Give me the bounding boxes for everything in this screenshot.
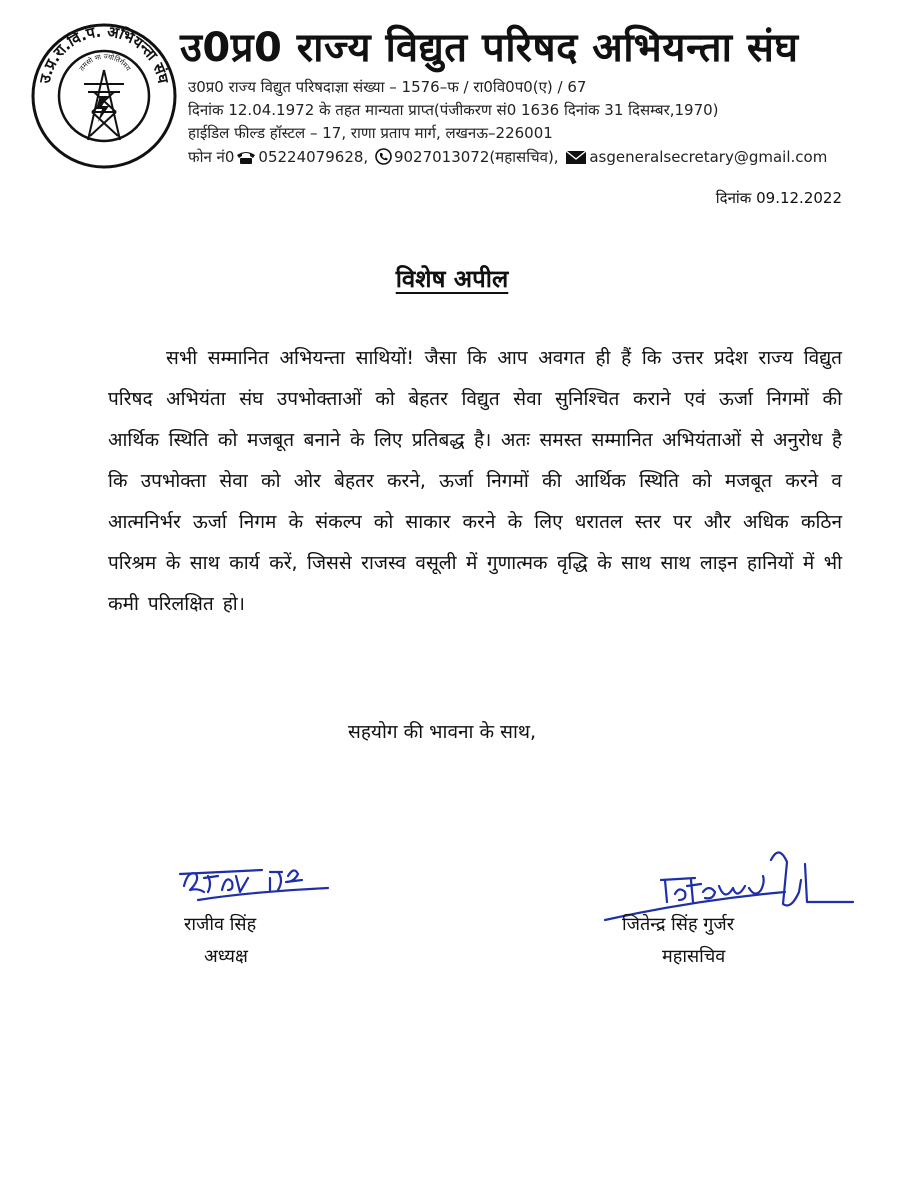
telephone-icon	[236, 150, 256, 165]
letter-date	[716, 188, 842, 208]
president-signature	[178, 856, 338, 906]
heading-text: विशेष अपील	[395, 265, 509, 293]
svg-text:उ.प्र.रा.वि.प. अभियन्ता संघ: उ.प्र.रा.वि.प. अभियन्ता संघ	[35, 22, 173, 85]
president-name: राजीव सिंह	[184, 914, 257, 935]
general-secretary-name: जितेन्द्र सिंह गुर्जर	[622, 914, 735, 935]
union-seal-logo	[30, 22, 178, 170]
office-address: हाईडिल फील्ड हॉस्टल – 17, राणा प्रताप मार्ग, लखनऊ–226001	[188, 124, 553, 142]
mobile-number[interactable]: 9027013072(महासचिव),	[393, 148, 559, 166]
email-address[interactable]: asgeneralsecretary@gmail.com	[589, 148, 828, 166]
phone-number[interactable]: 05224079628,	[258, 148, 369, 166]
contact-line	[188, 146, 888, 168]
organization-name: उ0प्र0 राज्य विद्युत परिषद अभियन्ता संघ	[180, 25, 799, 71]
letter-heading	[0, 262, 904, 295]
svg-text:तमसो मा ज्योतिर्गमय: तमसो मा ज्योतिर्गमय	[77, 52, 133, 73]
closing-line: सहयोग की भावना के साथ,	[348, 721, 537, 743]
recognition-registration: दिनांक 12.04.1972 के तहत मान्यता प्राप्त(पंजीकरण सं0 1636 दिनांक 31 दिसम्बर,1970)	[188, 101, 719, 119]
general-secretary-designation: महासचिव	[662, 946, 726, 967]
appeal-body: सभी सम्मानित अभियन्ता साथियों! जैसा कि आप अवगत ही हैं कि उत्तर प्रदेश राज्य विद्युत परिषद अभियंता संघ उपभोक्ताओं को बेहतर विद्युत सेवा सुनिश्चित कराने एवं ऊर्जा निगमों की आर्थिक स्थिति को मजबूत बनाने के लिए प्रतिबद्ध है। अतः समस्त सम्मानित अभियंताओं से अनुरोध है कि उपभोक्ता सेवा को ओर बेहतर करने, ऊर्जा निगमों की आर्थिक स्थिति को मजबूत करने व आत्मनिर्भर ऊर्जा निगम के संकल्प को साकार करने के लिए धरातल स्तर पर और अधिक कठिन परिश्रम के साथ कार्य करें, जिससे राजस्व वसूली में गुणात्मक वृद्धि के साथ साथ लाइन हानियों में भी कमी परिलक्षित हो।	[108, 347, 842, 615]
date-label: दिनांक	[715, 189, 752, 207]
govt-order-reference: उ0प्र0 राज्य विद्युत परिषदाज्ञा संख्या – 1576–फ / रा0वि0प0(ए) / 67	[188, 78, 587, 96]
mobile-call-icon	[375, 148, 392, 165]
email-icon	[565, 150, 587, 165]
phone-label: फोन नं0	[188, 148, 235, 166]
president-designation: अध्यक्ष	[204, 946, 248, 967]
date-value: 09.12.2022	[756, 189, 842, 207]
